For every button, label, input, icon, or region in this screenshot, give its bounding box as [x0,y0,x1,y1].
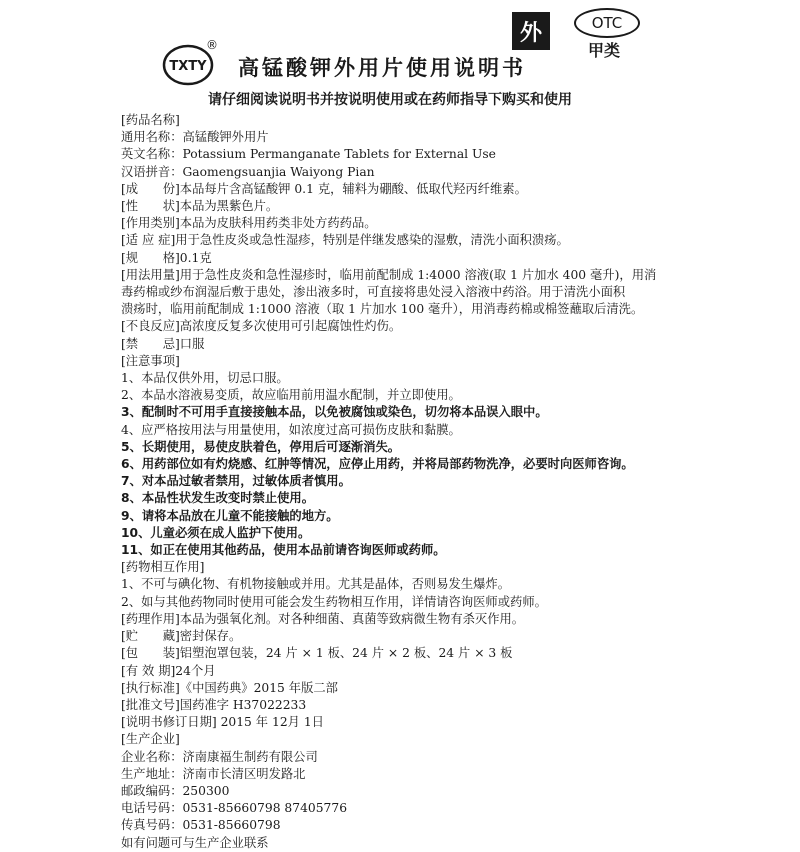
revision-date: [说明书修订日期] 2015 年 12月 1日 [121,715,324,730]
adverse-reactions: [不良反应]高浓度反复多次使用可引起腐蚀性灼伤。 [121,319,402,334]
precaution-item: 4、应严格按用法与用量使用，如浓度过高可损伤皮肤和黏膜。 [121,422,461,437]
ingredients: [成 份]本品每片含高锰酸钾 0.1 克，辅料为硼酸、低取代羟丙纤维素。 [121,181,527,196]
approval-number: [批准文号]国药准字 H37022233 [121,697,307,712]
drug-category: [作用类别]本品为皮肤科用药类非处方药药品。 [121,216,377,231]
otc-class-label: 甲类 [588,41,621,60]
indications: [适 应 症]用于急性皮炎或急性湿疹，特别是伴继发感染的湿敷，清洗小面积溃疡。 [121,233,569,248]
logo-text: TXTY [169,59,207,74]
appearance: [性 状]本品为黑紫色片。 [121,199,279,214]
precaution-item: 1、本品仅供外用，切忌口服。 [121,371,289,386]
pinyin-name: 汉语拼音：Gaomengsuanjia Waiyong Pian [121,164,375,179]
precaution-item: 8、本品性状发生改变时禁止使用。 [121,491,315,506]
section-heading-precautions: [注意事项] [121,353,180,368]
postal-code: 邮政编码：250300 [121,783,230,798]
dosage-line: 毒药棉或纱布润湿后敷于患处，渗出液多时，可直接将患处浸入溶液中药浴。用于清洗小面积 [121,285,626,300]
precaution-item: 2、本品水溶液易变质，故应临用前用温水配制，并立即使用。 [121,388,461,403]
contact-note: 如有问题可与生产企业联系 [121,835,269,850]
specification: [规 格]0.1克 [121,250,212,265]
precaution-item: 7、对本品过敏者禁用，过敏体质者慎用。 [121,474,351,489]
english-name: 英文名称：Potassium Permanganate Tablets for External Use [121,147,496,162]
instruction-subtitle: 请仔细阅读说明书并按说明使用或在药师指导下购买和使用 [208,92,572,108]
standard: [执行标准]《中国药典》2015 年版二部 [121,680,338,695]
otc-badge: OTC [574,8,640,38]
pharmacology: [药理作用]本品为强氧化剂。对各种细菌、真菌等致病微生物有杀灭作用。 [121,611,525,626]
leaflet-body [121,112,691,852]
dosage-line: [用法用量]用于急性皮炎和急性湿疹时，临用前配制成 1:4000 溶液(取 1 片加水 400 毫升)，用消 [121,267,657,282]
external-use-badge: 外 [512,12,550,50]
phone-number: 电话号码：0531-85660798 87405776 [121,801,348,816]
dosage-line: 溃疡时，临用前配制成 1:1000 溶液（取 1 片加水 100 毫升），用消毒药棉或棉签蘸取后清洗。 [121,302,644,317]
precaution-item: 3、配制时不可用手直接接触本品，以免被腐蚀或染色，切勿将本品误入眼中。 [121,405,548,420]
precaution-item: 11、如正在使用其他药品，使用本品前请咨询医师或药师。 [121,543,446,558]
company-name: 企业名称：济南康福生制药有限公司 [121,749,318,764]
section-heading-drug-name: [药品名称] [121,113,180,127]
precaution-item: 5、长期使用，易使皮肤着色，停用后可逐渐消失。 [121,439,401,454]
section-heading-manufacturer: [生产企业] [121,732,180,747]
fax-number: 传真号码：0531-85660798 [121,818,281,833]
generic-name: 通用名称：高锰酸钾外用片 [121,130,269,145]
section-heading-interactions: [药物相互作用] [121,560,205,575]
precaution-item: 9、请将本品放在儿童不能接触的地方。 [121,508,339,523]
precaution-item: 10、儿童必须在成人监护下使用。 [121,525,311,540]
document-title: 高锰酸钾外用片使用说明书 [238,56,526,80]
storage: [贮 藏]密封保存。 [121,629,242,644]
interaction-item: 1、不可与碘化物、有机物接触或并用。尤其是晶体，否则易发生爆炸。 [121,577,511,592]
company-address: 生产地址：济南市长清区明发路北 [121,766,306,781]
shelf-life: [有 效 期]24个月 [121,663,216,678]
interaction-item: 2、如与其他药物同时使用可能会发生药物相互作用，详情请咨询医师或药师。 [121,594,547,609]
contraindications: [禁 忌]口服 [121,336,205,351]
packaging: [包 装]铝塑泡罩包装，24 片 × 1 板、24 片 × 2 板、24 片 × 3 板 [121,646,513,661]
registered-mark: ® [206,38,218,52]
precaution-item: 6、用药部位如有灼烧感、红肿等情况，应停止用药，并将局部药物洗净，必要时向医师咨询。 [121,457,634,472]
